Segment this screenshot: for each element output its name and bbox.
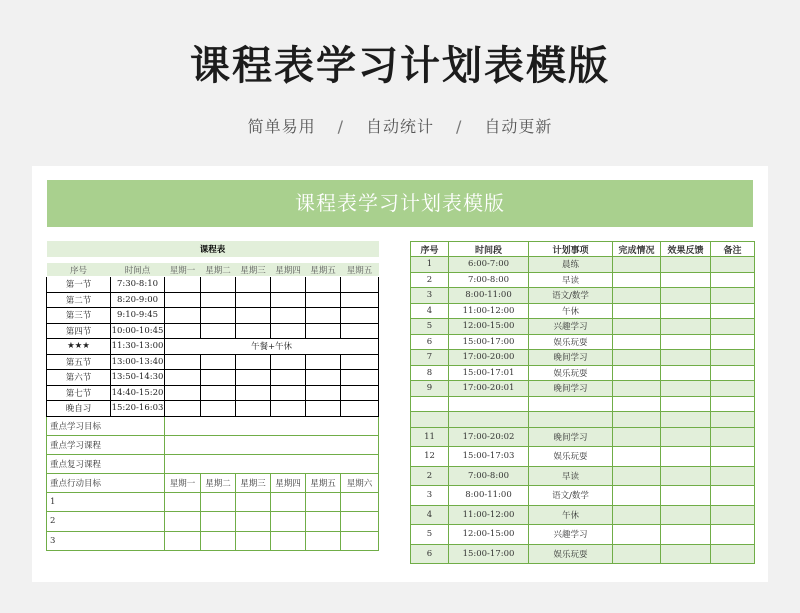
schedule-cell[interactable] bbox=[165, 401, 201, 417]
plan-row bbox=[411, 257, 755, 273]
timetable-row bbox=[47, 323, 379, 339]
plan-input-cell[interactable] bbox=[711, 319, 755, 335]
plan-time: 17:00-20:00 bbox=[449, 350, 529, 366]
weekday-header: 星期六 bbox=[341, 473, 379, 492]
plan-empty-row bbox=[411, 412, 755, 428]
focus-input-cell[interactable] bbox=[165, 416, 379, 435]
schedule-cell[interactable] bbox=[201, 292, 236, 308]
timetable-title: 课程表 bbox=[199, 245, 226, 255]
plan-input-cell[interactable] bbox=[711, 486, 755, 506]
plan-number: 4 bbox=[411, 505, 449, 525]
plan-item: 娱乐玩耍 bbox=[529, 447, 613, 467]
period-time: 9:10-9:45 bbox=[111, 308, 165, 324]
schedule-cell[interactable] bbox=[271, 308, 306, 324]
plan-input-cell[interactable] bbox=[613, 505, 661, 525]
plan-time: 11:00-12:00 bbox=[449, 505, 529, 525]
plan-row bbox=[411, 544, 755, 564]
action-cell[interactable] bbox=[201, 531, 236, 551]
plan-input-cell[interactable] bbox=[661, 447, 711, 467]
schedule-cell[interactable] bbox=[306, 277, 341, 293]
schedule-cell[interactable] bbox=[165, 385, 201, 401]
timetable-row bbox=[47, 401, 379, 417]
plan-time: 17:00-20:01 bbox=[449, 381, 529, 397]
schedule-cell[interactable] bbox=[306, 292, 341, 308]
empty-cell[interactable] bbox=[711, 412, 755, 428]
schedule-cell[interactable] bbox=[236, 308, 271, 324]
timetable-row bbox=[47, 339, 379, 355]
empty-cell[interactable] bbox=[449, 396, 529, 412]
schedule-cell[interactable] bbox=[165, 354, 201, 370]
spreadsheet-preview bbox=[32, 166, 768, 582]
plan-column-header: 备注 bbox=[711, 242, 755, 257]
plan-column-header: 序号 bbox=[411, 242, 449, 257]
plan-row bbox=[411, 381, 755, 397]
action-row bbox=[47, 512, 379, 532]
period-name: 第一节 bbox=[47, 277, 111, 293]
plan-input-cell[interactable] bbox=[711, 544, 755, 564]
focus-input-cell[interactable] bbox=[165, 435, 379, 454]
empty-cell[interactable] bbox=[529, 412, 613, 428]
plan-input-cell[interactable] bbox=[661, 334, 711, 350]
plan-item: 午休 bbox=[529, 303, 613, 319]
plan-input-cell[interactable] bbox=[661, 525, 711, 545]
plan-item: 早读 bbox=[529, 466, 613, 486]
plan-input-cell[interactable] bbox=[613, 319, 661, 335]
plan-input-cell[interactable] bbox=[613, 466, 661, 486]
schedule-cell[interactable] bbox=[236, 354, 271, 370]
plan-input-cell[interactable] bbox=[613, 257, 661, 273]
plan-column-header: 效果反馈 bbox=[661, 242, 711, 257]
timetable-row bbox=[47, 385, 379, 401]
empty-cell[interactable] bbox=[613, 396, 661, 412]
schedule-cell[interactable] bbox=[201, 277, 236, 293]
plan-input-cell[interactable] bbox=[661, 350, 711, 366]
plan-number: 6 bbox=[411, 334, 449, 350]
plan-item: 晨练 bbox=[529, 257, 613, 273]
action-cell[interactable] bbox=[341, 492, 379, 512]
plan-row bbox=[411, 505, 755, 525]
schedule-cell[interactable] bbox=[201, 308, 236, 324]
action-index: 2 bbox=[47, 512, 165, 532]
weekday-header: 星期一 bbox=[165, 473, 201, 492]
plan-input-cell[interactable] bbox=[613, 334, 661, 350]
plan-input-cell[interactable] bbox=[711, 272, 755, 288]
timetable-header-row bbox=[47, 263, 379, 277]
plan-row bbox=[411, 272, 755, 288]
plan-time: 7:00-8:00 bbox=[449, 466, 529, 486]
plan-input-cell[interactable] bbox=[613, 447, 661, 467]
plan-number: 5 bbox=[411, 525, 449, 545]
focus-input-cell[interactable] bbox=[165, 454, 379, 473]
plan-input-cell[interactable] bbox=[661, 365, 711, 381]
plan-input-cell[interactable] bbox=[613, 365, 661, 381]
schedule-cell[interactable] bbox=[236, 323, 271, 339]
plan-time: 6:00-7:00 bbox=[449, 257, 529, 273]
plan-number: 7 bbox=[411, 350, 449, 366]
action-cell[interactable] bbox=[306, 512, 341, 532]
sheet-banner: 课程表学习计划表模版 bbox=[47, 180, 753, 227]
plan-number: 3 bbox=[411, 288, 449, 304]
action-row bbox=[47, 531, 379, 551]
schedule-cell[interactable] bbox=[201, 354, 236, 370]
schedule-cell[interactable] bbox=[236, 370, 271, 386]
timetable-row bbox=[47, 370, 379, 386]
schedule-cell[interactable] bbox=[271, 292, 306, 308]
plan-item: 晚间学习 bbox=[529, 427, 613, 447]
focus-row bbox=[47, 435, 379, 454]
period-time: 13:00-13:40 bbox=[111, 354, 165, 370]
plan-input-cell[interactable] bbox=[661, 303, 711, 319]
plan-row bbox=[411, 334, 755, 350]
subtitle-auto-update: 自动更新 bbox=[484, 117, 553, 136]
plan-row bbox=[411, 288, 755, 304]
plan-row bbox=[411, 319, 755, 335]
plan-number: 8 bbox=[411, 365, 449, 381]
plan-column-header: 完成情况 bbox=[613, 242, 661, 257]
action-cell[interactable] bbox=[201, 512, 236, 532]
timetable-title-row bbox=[47, 241, 379, 257]
period-name: 第七节 bbox=[47, 385, 111, 401]
plan-time: 8:00-11:00 bbox=[449, 486, 529, 506]
plan-input-cell[interactable] bbox=[711, 381, 755, 397]
period-name: 第三节 bbox=[47, 308, 111, 324]
schedule-cell[interactable] bbox=[271, 385, 306, 401]
plan-input-cell[interactable] bbox=[711, 427, 755, 447]
plan-row bbox=[411, 303, 755, 319]
schedule-cell[interactable] bbox=[236, 277, 271, 293]
plan-input-cell[interactable] bbox=[711, 365, 755, 381]
plan-input-cell[interactable] bbox=[661, 381, 711, 397]
plan-row bbox=[411, 466, 755, 486]
column-header: 时间点 bbox=[111, 263, 165, 277]
plan-column-header: 时间段 bbox=[449, 242, 529, 257]
plan-input-cell[interactable] bbox=[711, 257, 755, 273]
period-time: 7:30-8:10 bbox=[111, 277, 165, 293]
plan-number: 3 bbox=[411, 486, 449, 506]
focus-row bbox=[47, 416, 379, 435]
schedule-cell[interactable] bbox=[271, 370, 306, 386]
action-cell[interactable] bbox=[306, 531, 341, 551]
action-cell[interactable] bbox=[236, 492, 271, 512]
action-cell[interactable] bbox=[165, 531, 201, 551]
period-name: 晚自习 bbox=[47, 401, 111, 417]
timetable-row bbox=[47, 308, 379, 324]
column-header: 星期一 bbox=[165, 263, 201, 277]
schedule-cell[interactable] bbox=[236, 385, 271, 401]
plan-input-cell[interactable] bbox=[661, 257, 711, 273]
subtitle-easy: 简单易用 bbox=[247, 117, 316, 136]
plan-time: 17:00-20:02 bbox=[449, 427, 529, 447]
schedule-cell[interactable] bbox=[341, 385, 379, 401]
schedule-cell[interactable] bbox=[165, 323, 201, 339]
action-cell[interactable] bbox=[341, 531, 379, 551]
plan-number: 2 bbox=[411, 272, 449, 288]
plan-input-cell[interactable] bbox=[613, 303, 661, 319]
schedule-cell[interactable] bbox=[341, 370, 379, 386]
action-cell[interactable] bbox=[165, 512, 201, 532]
focus-label: 重点学习目标 bbox=[47, 416, 165, 435]
schedule-cell[interactable] bbox=[271, 401, 306, 417]
action-cell[interactable] bbox=[201, 492, 236, 512]
schedule-cell[interactable] bbox=[341, 401, 379, 417]
plan-row bbox=[411, 525, 755, 545]
plan-input-cell[interactable] bbox=[711, 334, 755, 350]
period-time: 14:40-15:20 bbox=[111, 385, 165, 401]
plan-input-cell[interactable] bbox=[711, 525, 755, 545]
period-time: 11:30-13:00 bbox=[111, 339, 165, 355]
plan-header-row bbox=[411, 242, 755, 257]
plan-item: 晚间学习 bbox=[529, 350, 613, 366]
subtitle bbox=[0, 114, 800, 137]
plan-row bbox=[411, 486, 755, 506]
period-name: 第二节 bbox=[47, 292, 111, 308]
empty-cell[interactable] bbox=[711, 396, 755, 412]
plan-input-cell[interactable] bbox=[661, 486, 711, 506]
plan-number: 12 bbox=[411, 447, 449, 467]
empty-cell[interactable] bbox=[411, 412, 449, 428]
timetable-row bbox=[47, 292, 379, 308]
plan-input-cell[interactable] bbox=[661, 288, 711, 304]
action-cell[interactable] bbox=[236, 512, 271, 532]
empty-cell[interactable] bbox=[411, 396, 449, 412]
plan-input-cell[interactable] bbox=[661, 319, 711, 335]
period-name: 第六节 bbox=[47, 370, 111, 386]
action-row bbox=[47, 492, 379, 512]
schedule-cell[interactable] bbox=[236, 401, 271, 417]
column-header: 星期二 bbox=[201, 263, 236, 277]
plan-item: 兴趣学习 bbox=[529, 525, 613, 545]
plan-time: 12:00-15:00 bbox=[449, 319, 529, 335]
plan-input-cell[interactable] bbox=[711, 466, 755, 486]
schedule-cell[interactable] bbox=[306, 323, 341, 339]
schedule-cell[interactable] bbox=[165, 292, 201, 308]
plan-input-cell[interactable] bbox=[613, 525, 661, 545]
empty-cell[interactable] bbox=[661, 412, 711, 428]
plan-input-cell[interactable] bbox=[661, 466, 711, 486]
plan-number: 2 bbox=[411, 466, 449, 486]
action-cell[interactable] bbox=[271, 512, 306, 532]
column-header: 星期三 bbox=[236, 263, 271, 277]
period-time: 13:50-14:30 bbox=[111, 370, 165, 386]
action-cell[interactable] bbox=[341, 512, 379, 532]
schedule-cell[interactable] bbox=[341, 308, 379, 324]
plan-input-cell[interactable] bbox=[613, 544, 661, 564]
schedule-cell[interactable] bbox=[306, 401, 341, 417]
subtitle-separator: / bbox=[337, 117, 344, 136]
plan-item: 娱乐玩耍 bbox=[529, 544, 613, 564]
column-header: 序号 bbox=[47, 263, 111, 277]
plan-item: 午休 bbox=[529, 505, 613, 525]
focus-label: 重点学习课程 bbox=[47, 435, 165, 454]
plan-item: 晚间学习 bbox=[529, 381, 613, 397]
column-header: 星期五 bbox=[341, 263, 379, 277]
schedule-cell[interactable] bbox=[165, 308, 201, 324]
plan-time: 15:00-17:03 bbox=[449, 447, 529, 467]
schedule-cell[interactable] bbox=[306, 354, 341, 370]
plan-input-cell[interactable] bbox=[613, 381, 661, 397]
plan-input-cell[interactable] bbox=[613, 486, 661, 506]
schedule-cell[interactable] bbox=[201, 370, 236, 386]
timetable-row bbox=[47, 277, 379, 293]
period-name: ★★★ bbox=[47, 339, 111, 355]
column-header: 星期四 bbox=[271, 263, 306, 277]
plan-input-cell[interactable] bbox=[613, 427, 661, 447]
schedule-cell[interactable] bbox=[236, 292, 271, 308]
lunch-note: 午餐+午休 bbox=[165, 339, 379, 355]
plan-item: 兴趣学习 bbox=[529, 319, 613, 335]
action-cell[interactable] bbox=[165, 492, 201, 512]
page-title: 课程表学习计划表模版 bbox=[190, 43, 610, 89]
subtitle-auto-stats: 自动统计 bbox=[365, 117, 434, 136]
plan-row bbox=[411, 350, 755, 366]
action-header-label: 重点行动目标 bbox=[47, 473, 165, 492]
plan-input-cell[interactable] bbox=[613, 288, 661, 304]
schedule-cell[interactable] bbox=[306, 370, 341, 386]
plan-table bbox=[410, 241, 755, 564]
weekday-header: 星期三 bbox=[236, 473, 271, 492]
plan-input-cell[interactable] bbox=[711, 303, 755, 319]
plan-input-cell[interactable] bbox=[661, 272, 711, 288]
schedule-cell[interactable] bbox=[306, 385, 341, 401]
period-name: 第四节 bbox=[47, 323, 111, 339]
period-time: 10:00-10:45 bbox=[111, 323, 165, 339]
action-index: 1 bbox=[47, 492, 165, 512]
plan-item: 语文/数学 bbox=[529, 288, 613, 304]
empty-cell[interactable] bbox=[449, 412, 529, 428]
plan-time: 11:00-12:00 bbox=[449, 303, 529, 319]
column-header: 星期五 bbox=[306, 263, 341, 277]
weekday-header: 星期二 bbox=[201, 473, 236, 492]
empty-cell[interactable] bbox=[613, 412, 661, 428]
plan-time: 15:00-17:01 bbox=[449, 365, 529, 381]
schedule-cell[interactable] bbox=[271, 323, 306, 339]
focus-label: 重点复习课程 bbox=[47, 454, 165, 473]
schedule-cell[interactable] bbox=[165, 277, 201, 293]
plan-input-cell[interactable] bbox=[613, 272, 661, 288]
schedule-cell[interactable] bbox=[341, 323, 379, 339]
schedule-cell[interactable] bbox=[341, 292, 379, 308]
period-time: 8:20-9:00 bbox=[111, 292, 165, 308]
plan-time: 15:00-17:00 bbox=[449, 334, 529, 350]
action-cell[interactable] bbox=[271, 492, 306, 512]
weekday-header: 星期五 bbox=[306, 473, 341, 492]
plan-number: 11 bbox=[411, 427, 449, 447]
period-name: 第五节 bbox=[47, 354, 111, 370]
action-header-row bbox=[47, 473, 379, 492]
schedule-cell[interactable] bbox=[201, 323, 236, 339]
action-cell[interactable] bbox=[306, 492, 341, 512]
plan-input-cell[interactable] bbox=[613, 350, 661, 366]
plan-input-cell[interactable] bbox=[711, 350, 755, 366]
plan-input-cell[interactable] bbox=[711, 288, 755, 304]
empty-cell[interactable] bbox=[529, 396, 613, 412]
schedule-cell[interactable] bbox=[201, 385, 236, 401]
plan-number: 9 bbox=[411, 381, 449, 397]
plan-time: 12:00-15:00 bbox=[449, 525, 529, 545]
schedule-cell[interactable] bbox=[271, 277, 306, 293]
plan-item: 娱乐玩耍 bbox=[529, 365, 613, 381]
schedule-cell[interactable] bbox=[306, 308, 341, 324]
timetable bbox=[46, 241, 379, 551]
plan-number: 4 bbox=[411, 303, 449, 319]
plan-input-cell[interactable] bbox=[711, 505, 755, 525]
plan-time: 8:00-11:00 bbox=[449, 288, 529, 304]
schedule-cell[interactable] bbox=[165, 370, 201, 386]
plan-item: 早读 bbox=[529, 272, 613, 288]
weekday-header: 星期四 bbox=[271, 473, 306, 492]
focus-row bbox=[47, 454, 379, 473]
schedule-cell[interactable] bbox=[341, 354, 379, 370]
plan-number: 5 bbox=[411, 319, 449, 335]
plan-item: 娱乐玩耍 bbox=[529, 334, 613, 350]
plan-column-header: 计划事项 bbox=[529, 242, 613, 257]
plan-input-cell[interactable] bbox=[661, 427, 711, 447]
plan-empty-row bbox=[411, 396, 755, 412]
schedule-cell[interactable] bbox=[201, 401, 236, 417]
empty-cell[interactable] bbox=[661, 396, 711, 412]
plan-input-cell[interactable] bbox=[661, 544, 711, 564]
action-cell[interactable] bbox=[236, 531, 271, 551]
schedule-cell[interactable] bbox=[341, 277, 379, 293]
period-time: 15:20-16:03 bbox=[111, 401, 165, 417]
plan-number: 1 bbox=[411, 257, 449, 273]
plan-row bbox=[411, 427, 755, 447]
action-index: 3 bbox=[47, 531, 165, 551]
plan-row bbox=[411, 365, 755, 381]
plan-time: 15:00-17:00 bbox=[449, 544, 529, 564]
plan-input-cell[interactable] bbox=[661, 505, 711, 525]
action-cell[interactable] bbox=[271, 531, 306, 551]
schedule-cell[interactable] bbox=[271, 354, 306, 370]
subtitle-separator: / bbox=[456, 117, 463, 136]
plan-row bbox=[411, 447, 755, 467]
plan-time: 7:00-8:00 bbox=[449, 272, 529, 288]
plan-item: 语文/数学 bbox=[529, 486, 613, 506]
plan-number: 6 bbox=[411, 544, 449, 564]
timetable-row bbox=[47, 354, 379, 370]
plan-input-cell[interactable] bbox=[711, 447, 755, 467]
